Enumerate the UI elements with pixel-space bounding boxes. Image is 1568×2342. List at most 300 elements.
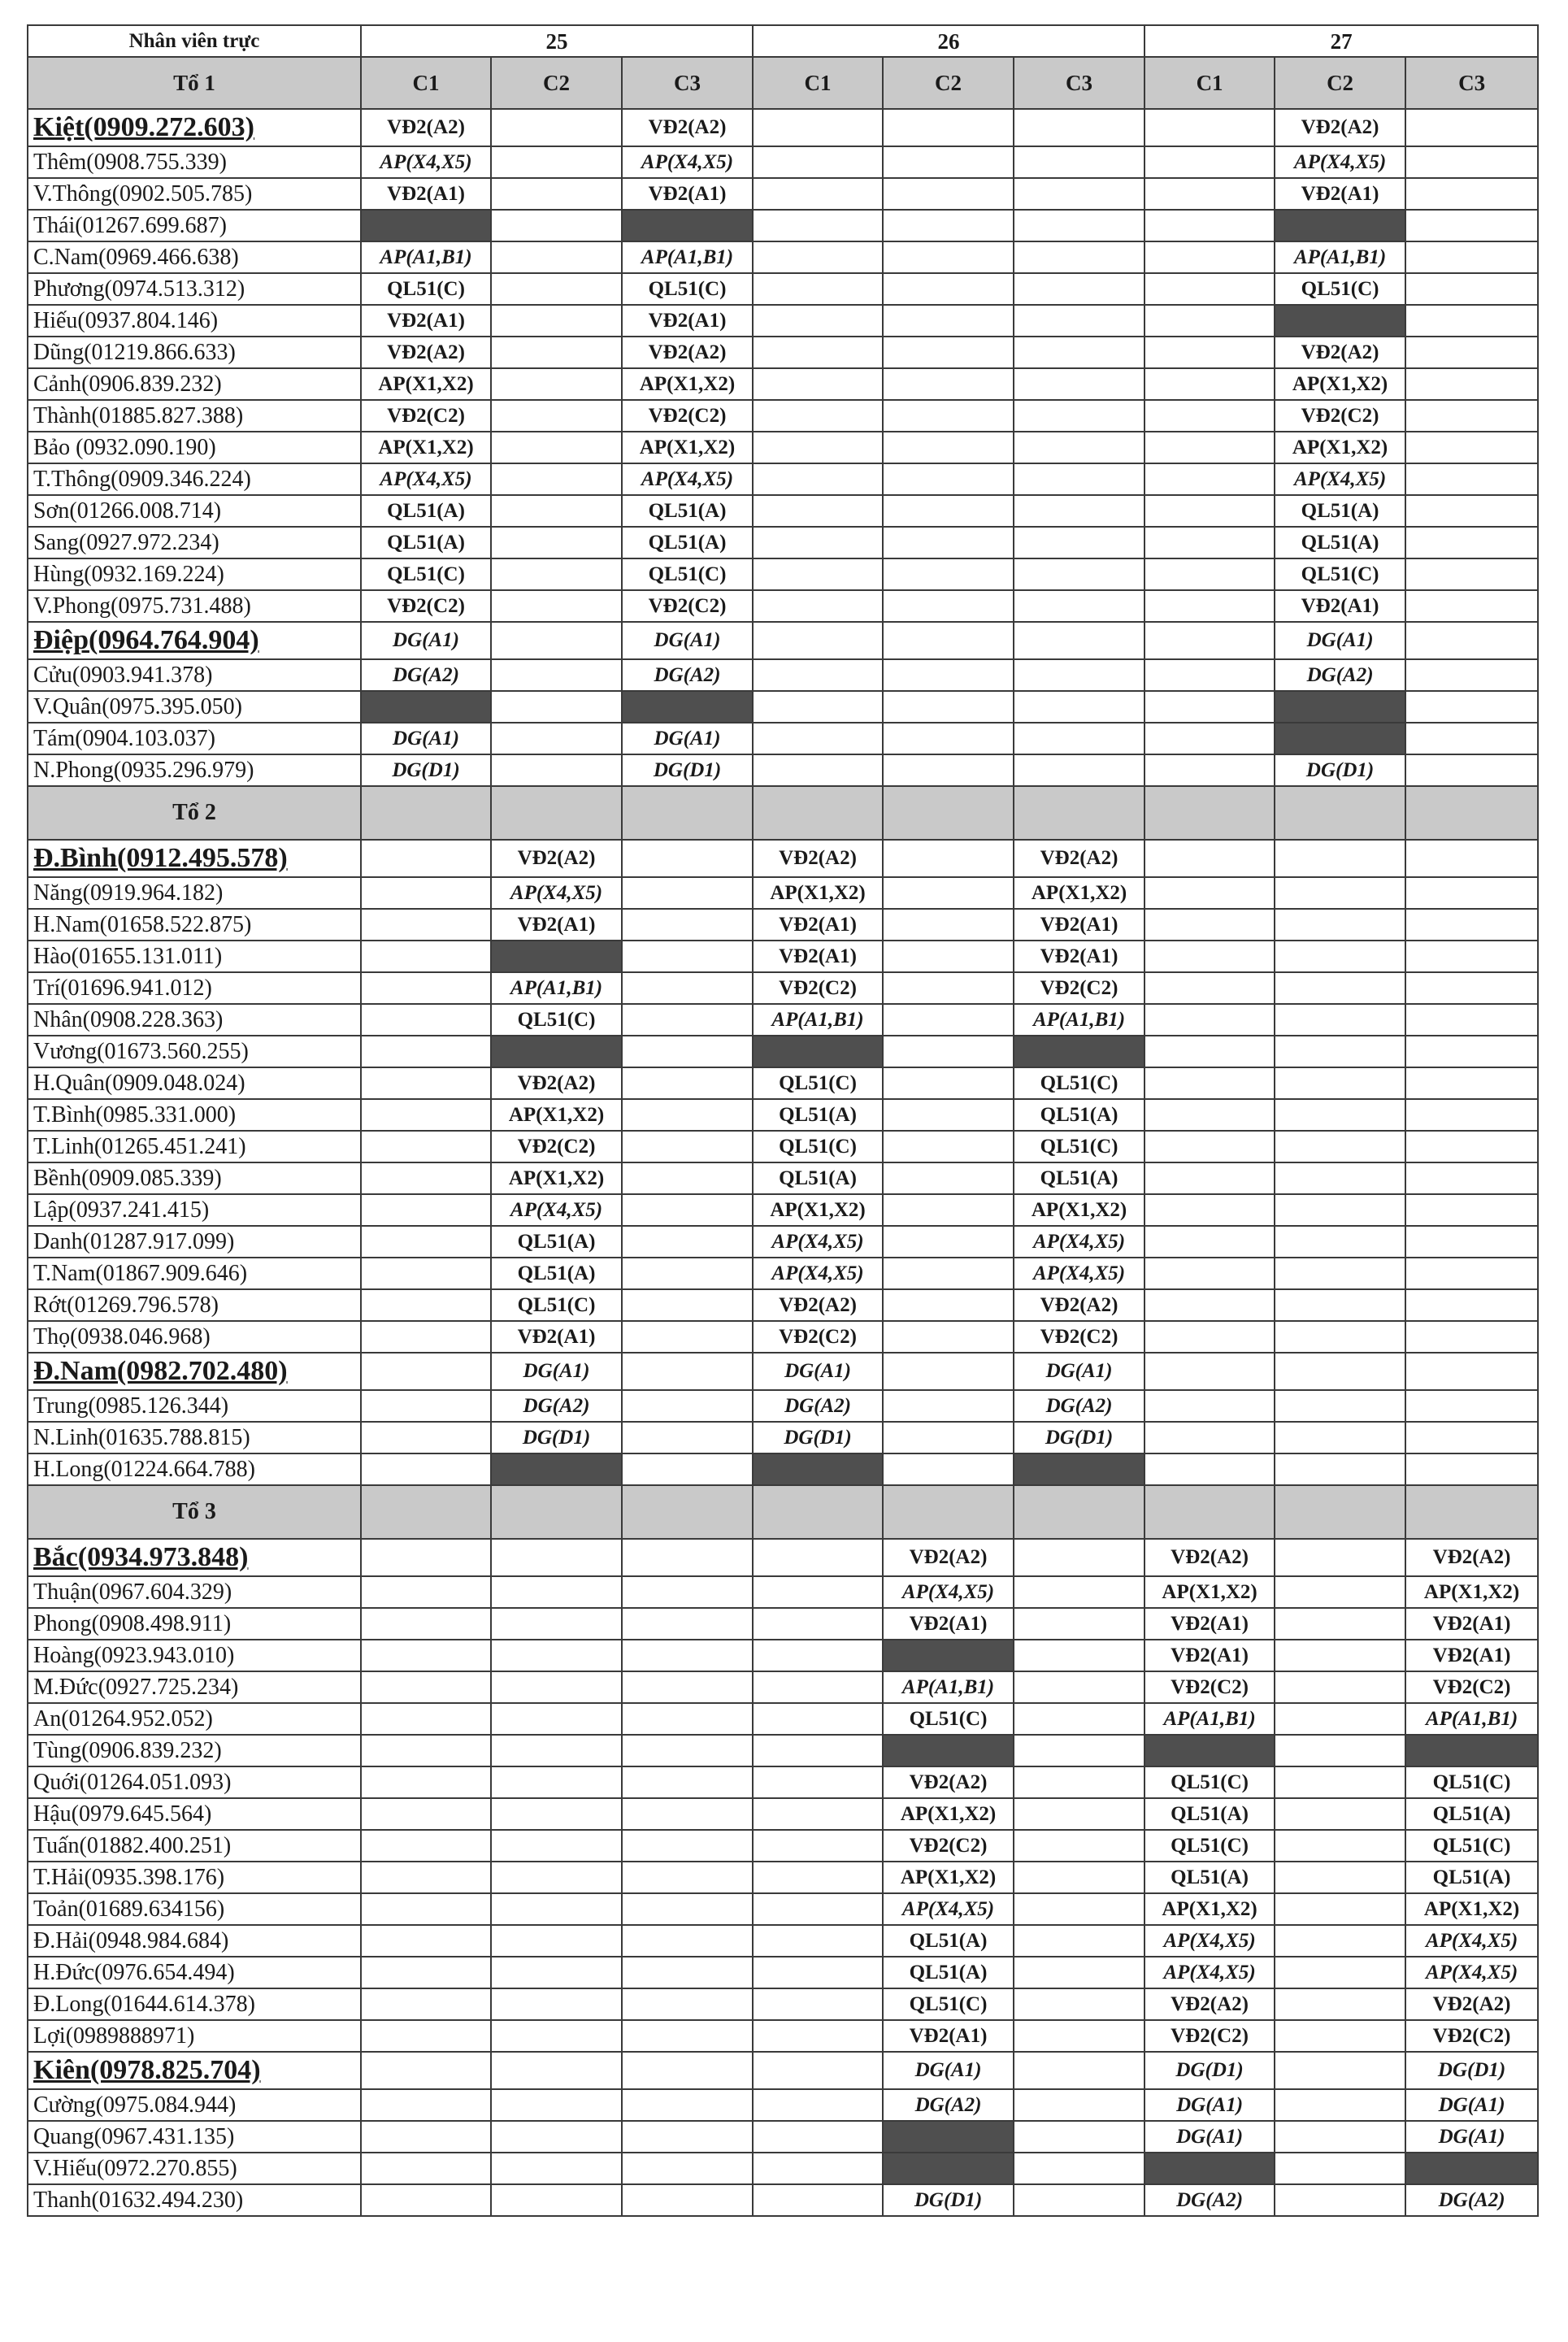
shift-cell [491, 1957, 622, 1988]
shift-cell [1145, 941, 1275, 972]
staff-row [28, 241, 1538, 273]
staff-row [28, 590, 1538, 622]
shift-cell [883, 146, 1014, 178]
blocked-cell [491, 1036, 622, 1067]
group-shade-cell [1145, 786, 1275, 840]
shift-cell [1405, 1004, 1538, 1036]
shift-cell [361, 1893, 491, 1925]
shift-cell [753, 337, 883, 368]
assignment-cell: DG(A2) [622, 659, 753, 691]
assignment-cell: QL51(C) [883, 1703, 1014, 1735]
shift-cell [1014, 432, 1145, 463]
shift-cell [883, 840, 1014, 877]
shift-cell [1275, 840, 1405, 877]
staff-name: Đ.Long(01644.614.378) [28, 1988, 361, 2020]
blocked-cell [1145, 1735, 1275, 1766]
shift-cell [883, 273, 1014, 305]
shift-cell [1405, 527, 1538, 558]
assignment-cell: DG(D1) [1275, 754, 1405, 786]
shift-cell [1014, 400, 1145, 432]
staff-row [28, 1640, 1538, 1671]
shift-cell [753, 146, 883, 178]
staff-row [28, 1862, 1538, 1893]
staff-name: T.Linh(01265.451.241) [28, 1131, 361, 1162]
leader-row [28, 1353, 1538, 1390]
blocked-cell [622, 691, 753, 723]
shift-cell [883, 941, 1014, 972]
assignment-cell: QL51(C) [1275, 558, 1405, 590]
assignment-cell: AP(X4,X5) [1014, 1226, 1145, 1258]
staff-row [28, 527, 1538, 558]
staff-name: T.Hải(0935.398.176) [28, 1862, 361, 1893]
shift-cell [1405, 1289, 1538, 1321]
shift-cell [1275, 1162, 1405, 1194]
staff-name: T.Nam(01867.909.646) [28, 1258, 361, 1289]
assignment-cell: AP(X4,X5) [622, 146, 753, 178]
staff-row [28, 1576, 1538, 1608]
staff-row [28, 463, 1538, 495]
shift-cell [622, 1798, 753, 1830]
shift-cell [753, 1893, 883, 1925]
assignment-cell: QL51(A) [1405, 1862, 1538, 1893]
shift-cell [491, 241, 622, 273]
assignment-cell: AP(X1,X2) [883, 1862, 1014, 1893]
shift-cell [491, 1893, 622, 1925]
shift-cell [622, 2153, 753, 2184]
shift-cell [361, 2052, 491, 2089]
assignment-cell: AP(X1,X2) [1145, 1893, 1275, 1925]
blocked-cell [1014, 1453, 1145, 1485]
shift-cell [361, 1422, 491, 1453]
shift-cell [753, 754, 883, 786]
shift-cell [491, 463, 622, 495]
assignment-cell: VĐ2(C2) [1014, 1321, 1145, 1353]
shift-cell [753, 1925, 883, 1957]
shift-cell [1145, 1289, 1275, 1321]
shift-cell [622, 2184, 753, 2216]
staff-row [28, 1390, 1538, 1422]
blocked-cell [1014, 1036, 1145, 1067]
assignment-cell: AP(X4,X5) [1014, 1258, 1145, 1289]
assignment-cell: DG(A1) [1145, 2089, 1275, 2121]
assignment-cell: VĐ2(A1) [1405, 1640, 1538, 1671]
shift-cell [1275, 1004, 1405, 1036]
shift-cell [491, 2121, 622, 2153]
shift-header: C3 [1014, 57, 1145, 109]
shift-cell [361, 1671, 491, 1703]
staff-name: Cường(0975.084.944) [28, 2089, 361, 2121]
group-shade-cell [1405, 786, 1538, 840]
assignment-cell: DG(A2) [1014, 1390, 1145, 1422]
staff-row [28, 2089, 1538, 2121]
staff-name: Lợi(0989888971) [28, 2020, 361, 2052]
shift-cell [491, 1640, 622, 1671]
shift-cell [1145, 840, 1275, 877]
assignment-cell: QL51(C) [1014, 1131, 1145, 1162]
shift-cell [1405, 754, 1538, 786]
shift-cell [1405, 495, 1538, 527]
shift-cell [1275, 1226, 1405, 1258]
blocked-cell [1275, 305, 1405, 337]
staff-name: C.Nam(0969.466.638) [28, 241, 361, 273]
shift-cell [1145, 1067, 1275, 1099]
assignment-cell: VĐ2(A2) [1014, 1289, 1145, 1321]
staff-name: N.Phong(0935.296.979) [28, 754, 361, 786]
shift-cell [883, 109, 1014, 146]
shift-cell [883, 432, 1014, 463]
shift-cell [361, 1957, 491, 1988]
shift-cell [1145, 1258, 1275, 1289]
shift-cell [361, 2121, 491, 2153]
assignment-cell: VĐ2(A2) [622, 109, 753, 146]
assignment-cell: QL51(C) [1145, 1830, 1275, 1862]
shift-cell [1405, 1162, 1538, 1194]
assignment-cell: QL51(C) [1275, 273, 1405, 305]
shift-cell [622, 1957, 753, 1988]
shift-cell [1145, 723, 1275, 754]
shift-cell [1014, 273, 1145, 305]
shift-cell [1275, 1925, 1405, 1957]
shift-cell [361, 2184, 491, 2216]
staff-name: Năng(0919.964.182) [28, 877, 361, 909]
assignment-cell: VĐ2(A2) [753, 1289, 883, 1321]
shift-cell [1014, 1766, 1145, 1798]
shift-cell [1275, 941, 1405, 972]
staff-name: M.Đức(0927.725.234) [28, 1671, 361, 1703]
shift-cell [1145, 241, 1275, 273]
assignment-cell: VĐ2(C2) [622, 590, 753, 622]
staff-name: Thuận(0967.604.329) [28, 1576, 361, 1608]
assignment-cell: AP(X4,X5) [1275, 146, 1405, 178]
shift-header: C1 [1145, 57, 1275, 109]
staff-row [28, 1830, 1538, 1862]
staff-name: Toản(01689.634156) [28, 1893, 361, 1925]
assignment-cell: AP(X4,X5) [1405, 1957, 1538, 1988]
group-shade-cell [361, 1485, 491, 1539]
shift-cell [361, 972, 491, 1004]
shift-cell [1405, 146, 1538, 178]
shift-cell [491, 622, 622, 659]
shift-cell [753, 273, 883, 305]
shift-cell [491, 1766, 622, 1798]
shift-cell [1014, 210, 1145, 241]
shift-cell [1405, 840, 1538, 877]
staff-name: Thọ(0938.046.968) [28, 1321, 361, 1353]
staff-row [28, 1067, 1538, 1099]
shift-cell [753, 1539, 883, 1576]
shift-cell [753, 210, 883, 241]
assignment-cell: DG(A1) [361, 723, 491, 754]
shift-cell [1405, 1453, 1538, 1485]
assignment-cell: QL51(C) [622, 273, 753, 305]
assignment-cell: VĐ2(C2) [622, 400, 753, 432]
shift-cell [622, 2089, 753, 2121]
shift-cell [622, 1539, 753, 1576]
assignment-cell: AP(X1,X2) [361, 368, 491, 400]
staff-row [28, 941, 1538, 972]
staff-row [28, 691, 1538, 723]
group-shade-cell [1405, 1485, 1538, 1539]
blocked-cell [1405, 2153, 1538, 2184]
shift-cell [883, 1067, 1014, 1099]
shift-cell [1275, 1453, 1405, 1485]
assignment-cell: QL51(A) [1145, 1798, 1275, 1830]
shift-cell [491, 368, 622, 400]
staff-row [28, 337, 1538, 368]
shift-cell [1014, 2052, 1145, 2089]
staff-row [28, 1099, 1538, 1131]
staff-row [28, 1226, 1538, 1258]
assignment-cell: DG(D1) [1405, 2052, 1538, 2089]
group-header-row [28, 57, 1538, 109]
staff-row [28, 1893, 1538, 1925]
assignment-cell: AP(X4,X5) [753, 1226, 883, 1258]
assignment-cell: AP(X4,X5) [491, 877, 622, 909]
assignment-cell: AP(X1,X2) [361, 432, 491, 463]
group-shade-cell [883, 1485, 1014, 1539]
assignment-cell: QL51(A) [622, 495, 753, 527]
staff-name: N.Linh(01635.788.815) [28, 1422, 361, 1453]
assignment-cell: QL51(A) [622, 527, 753, 558]
shift-cell [883, 590, 1014, 622]
shift-cell [1145, 590, 1275, 622]
shift-cell [883, 1036, 1014, 1067]
shift-cell [753, 590, 883, 622]
staff-row [28, 1703, 1538, 1735]
shift-header: C1 [753, 57, 883, 109]
assignment-cell: VĐ2(C2) [883, 1830, 1014, 1862]
shift-cell [1405, 368, 1538, 400]
shift-cell [361, 840, 491, 877]
assignment-cell: VĐ2(C2) [1145, 2020, 1275, 2052]
shift-cell [1405, 400, 1538, 432]
shift-cell [1275, 1131, 1405, 1162]
shift-cell [1014, 1988, 1145, 2020]
shift-cell [1405, 109, 1538, 146]
staff-name: Kiên(0978.825.704) [28, 2052, 361, 2089]
shift-cell [1275, 1671, 1405, 1703]
assignment-cell: AP(X1,X2) [1275, 432, 1405, 463]
shift-cell [883, 558, 1014, 590]
staff-name: Quới(01264.051.093) [28, 1766, 361, 1798]
assignment-cell: DG(A1) [361, 622, 491, 659]
staff-name: Bắc(0934.973.848) [28, 1539, 361, 1576]
assignment-cell: QL51(C) [1405, 1766, 1538, 1798]
assignment-cell: VĐ2(A2) [361, 337, 491, 368]
assignment-cell: AP(A1,B1) [1014, 1004, 1145, 1036]
assignment-cell: DG(D1) [883, 2184, 1014, 2216]
group-shade-cell [1014, 1485, 1145, 1539]
shift-cell [883, 877, 1014, 909]
shift-cell [1405, 691, 1538, 723]
assignment-cell: VĐ2(A2) [1014, 840, 1145, 877]
assignment-cell: AP(X4,X5) [361, 146, 491, 178]
shift-cell [1275, 1830, 1405, 1862]
staff-row [28, 723, 1538, 754]
shift-cell [491, 691, 622, 723]
assignment-cell: AP(X1,X2) [1014, 877, 1145, 909]
staff-row [28, 1004, 1538, 1036]
shift-cell [1405, 1131, 1538, 1162]
shift-cell [1275, 877, 1405, 909]
shift-cell [1275, 2089, 1405, 2121]
assignment-cell: QL51(A) [1275, 527, 1405, 558]
shift-cell [1145, 337, 1275, 368]
staff-name: Thêm(0908.755.339) [28, 146, 361, 178]
shift-cell [491, 2184, 622, 2216]
shift-cell [361, 1036, 491, 1067]
shift-cell [1014, 337, 1145, 368]
shift-cell [1014, 2184, 1145, 2216]
shift-cell [1014, 146, 1145, 178]
shift-cell [753, 1608, 883, 1640]
blocked-cell [1145, 2153, 1275, 2184]
shift-cell [1405, 178, 1538, 210]
staff-row [28, 210, 1538, 241]
assignment-cell: DG(A1) [883, 2052, 1014, 2089]
shift-cell [1275, 1194, 1405, 1226]
shift-cell [883, 1258, 1014, 1289]
assignment-cell: VĐ2(A2) [361, 109, 491, 146]
shift-cell [361, 1004, 491, 1036]
shift-cell [622, 1067, 753, 1099]
shift-cell [491, 1671, 622, 1703]
staff-name: Thái(01267.699.687) [28, 210, 361, 241]
shift-cell [1275, 1862, 1405, 1893]
group-shade-cell [753, 1485, 883, 1539]
shift-cell [883, 691, 1014, 723]
assignment-cell: VĐ2(C2) [1275, 400, 1405, 432]
assignment-cell: DG(A1) [1405, 2089, 1538, 2121]
shift-cell [1145, 210, 1275, 241]
shift-cell [1145, 972, 1275, 1004]
shift-cell [753, 1988, 883, 2020]
shift-cell [753, 558, 883, 590]
blocked-cell [361, 691, 491, 723]
staff-row [28, 2020, 1538, 2052]
assignment-cell: QL51(A) [753, 1099, 883, 1131]
shift-cell [1275, 1067, 1405, 1099]
group-shade-cell [622, 786, 753, 840]
shift-cell [883, 754, 1014, 786]
staff-row [28, 2121, 1538, 2153]
shift-cell [753, 659, 883, 691]
shift-cell [1405, 1258, 1538, 1289]
shift-cell [1405, 241, 1538, 273]
shift-cell [491, 1830, 622, 1862]
staff-name: Hùng(0932.169.224) [28, 558, 361, 590]
assignment-cell: DG(D1) [622, 754, 753, 786]
shift-cell [1014, 1830, 1145, 1862]
shift-cell [1145, 368, 1275, 400]
staff-row [28, 146, 1538, 178]
shift-cell [361, 2020, 491, 2052]
shift-cell [491, 178, 622, 210]
shift-cell [622, 1830, 753, 1862]
assignment-cell: AP(X4,X5) [753, 1258, 883, 1289]
shift-cell [622, 1131, 753, 1162]
shift-cell [622, 1162, 753, 1194]
leader-row [28, 840, 1538, 877]
shift-cell [883, 305, 1014, 337]
staff-name: Danh(01287.917.099) [28, 1226, 361, 1258]
blocked-cell [1275, 210, 1405, 241]
staff-row [28, 1798, 1538, 1830]
shift-cell [361, 1925, 491, 1957]
shift-cell [1405, 1036, 1538, 1067]
shift-cell [753, 1957, 883, 1988]
staff-name: Trung(0985.126.344) [28, 1390, 361, 1422]
assignment-cell: VĐ2(C2) [753, 1321, 883, 1353]
shift-cell [361, 1390, 491, 1422]
assignment-cell: AP(A1,B1) [491, 972, 622, 1004]
assignment-cell: AP(X1,X2) [1145, 1576, 1275, 1608]
shift-cell [491, 558, 622, 590]
assignment-cell: VĐ2(A1) [1145, 1608, 1275, 1640]
assignment-cell: QL51(C) [1014, 1067, 1145, 1099]
shift-cell [622, 1988, 753, 2020]
shift-cell [883, 1099, 1014, 1131]
assignment-cell: DG(A1) [753, 1353, 883, 1390]
staff-header: Nhân viên trực [28, 25, 361, 57]
shift-cell [361, 877, 491, 909]
shift-cell [1145, 622, 1275, 659]
shift-cell [1014, 2020, 1145, 2052]
shift-cell [753, 622, 883, 659]
staff-row [28, 972, 1538, 1004]
staff-row [28, 368, 1538, 400]
shift-cell [491, 590, 622, 622]
shift-cell [1145, 1390, 1275, 1422]
leader-row [28, 109, 1538, 146]
shift-cell [622, 1422, 753, 1453]
staff-row [28, 1422, 1538, 1453]
shift-cell [753, 1766, 883, 1798]
shift-cell [1014, 1735, 1145, 1766]
shift-cell [491, 1608, 622, 1640]
shift-cell [1275, 1422, 1405, 1453]
shift-cell [622, 1735, 753, 1766]
shift-cell [622, 972, 753, 1004]
shift-cell [622, 1453, 753, 1485]
shift-cell [622, 877, 753, 909]
shift-cell [1014, 691, 1145, 723]
shift-cell [1145, 146, 1275, 178]
assignment-cell: VĐ2(C2) [361, 590, 491, 622]
staff-row [28, 877, 1538, 909]
staff-name: H.Đức(0976.654.494) [28, 1957, 361, 1988]
shift-cell [622, 1289, 753, 1321]
shift-cell [1275, 2184, 1405, 2216]
assignment-cell: VĐ2(A1) [753, 941, 883, 972]
assignment-cell: AP(X4,X5) [883, 1893, 1014, 1925]
shift-cell [1275, 1099, 1405, 1131]
assignment-cell: DG(D1) [1014, 1422, 1145, 1453]
assignment-cell: VĐ2(A2) [1145, 1988, 1275, 2020]
shift-cell [1145, 1131, 1275, 1162]
shift-cell [1405, 558, 1538, 590]
shift-cell [753, 463, 883, 495]
assignment-cell: VĐ2(A1) [753, 909, 883, 941]
shift-cell [1145, 178, 1275, 210]
staff-name: Quang(0967.431.135) [28, 2121, 361, 2153]
group-header-row [28, 1485, 1538, 1539]
assignment-cell: AP(A1,B1) [361, 241, 491, 273]
shift-cell [753, 432, 883, 463]
shift-cell [622, 1576, 753, 1608]
shift-cell [1145, 1422, 1275, 1453]
staff-row [28, 495, 1538, 527]
